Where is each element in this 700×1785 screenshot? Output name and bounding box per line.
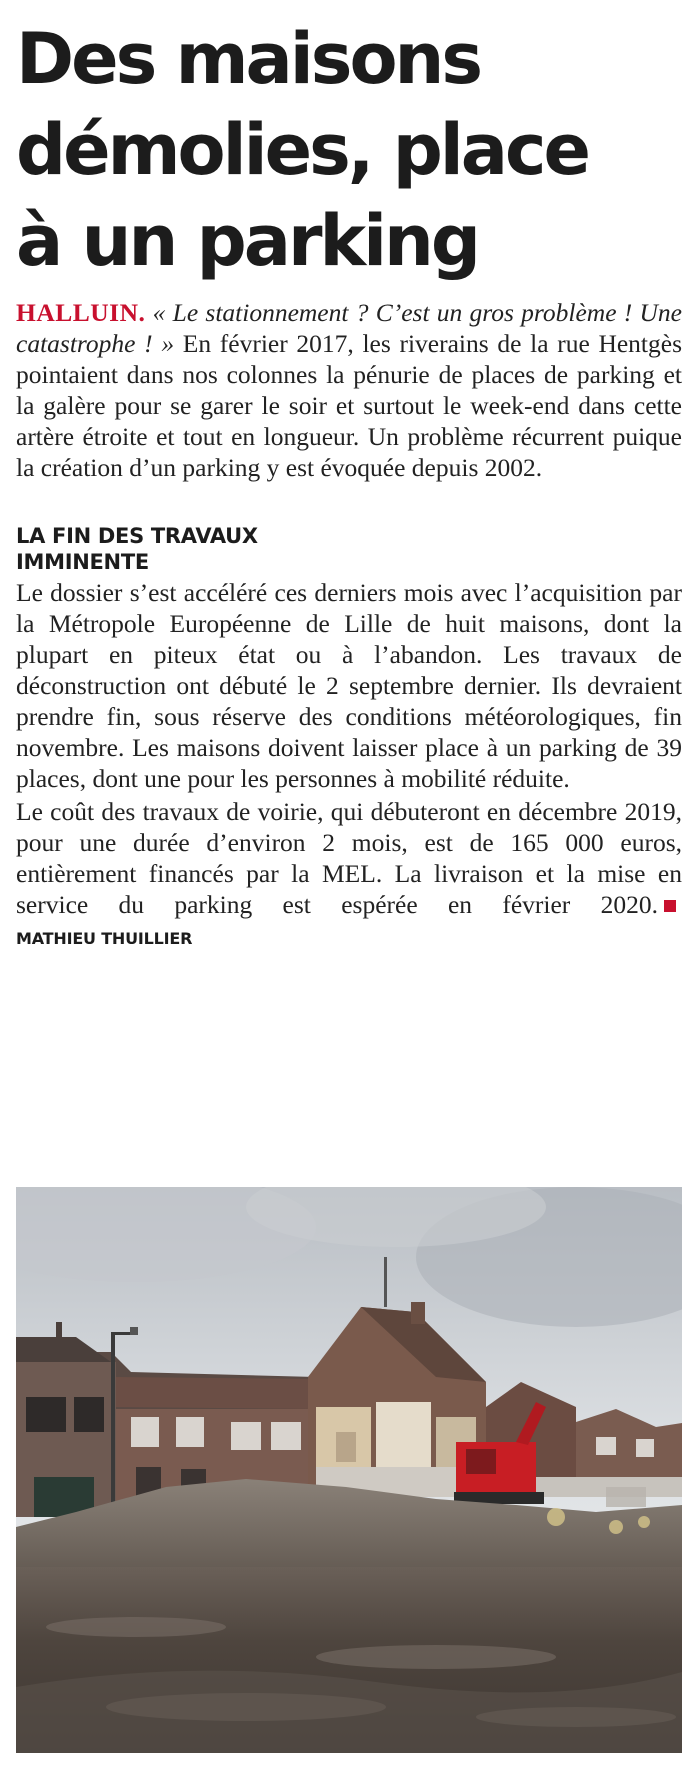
subhead: LA FIN DES TRAVAUX IMMINENTE [16, 524, 258, 574]
antenna [384, 1257, 387, 1307]
article-photo [16, 1187, 682, 1753]
body-paragraph-2-text: Le coût des travaux de voirie, qui débuteront en décembre 2019, pour une durée d’environ 2 mois, est de 165 000 euros, entièrement financés par la MEL. La livraison et la mise en service du parking est espérée en février 2020. [16, 797, 682, 919]
dateline-place: HALLUIN. [16, 298, 146, 327]
headline [16, 14, 682, 287]
byline-marker-icon [664, 900, 676, 912]
headline-line-3: à un parking [16, 200, 478, 282]
demolition-site-photo [16, 1187, 682, 1753]
headline-line-2: démolies, place [16, 109, 589, 191]
lead-quote: « Le stationnement ? C’est un gros problème ! Une catastrophe ! » [16, 298, 682, 358]
article [16, 14, 682, 954]
lead-paragraph [16, 297, 682, 483]
body-paragraph-2 [16, 796, 682, 954]
body-paragraph-1: Le dossier s’est accéléré ces derniers mois avec l’acquisition par la Métropole Européenne de Lille de huit maisons, dont la plupart en piteux état ou à l’abandon. Les travaux de déconstruction ont débuté le 2 septembre dernier. Ils devraient prendre fin, sous réserve des conditions météorologiques, fin novembre. Les maisons doivent laisser place à un parking de 39 places, dont une pour les personnes à mobilité réduite. [16, 578, 682, 793]
lead-text: En février 2017, les riverains de la rue Hentgès pointaient dans nos colonnes la pénurie de places de parking et la galère pour se garer le soir et surtout le week-end dans cette artère étroite et tout en longueur. Un problème récurrent puique la création d’un parking y est évoquée depuis 2002. [16, 329, 683, 482]
byline: MATHIEU THUILLIER [16, 929, 193, 948]
headline-line-1: Des maisons [16, 18, 481, 100]
